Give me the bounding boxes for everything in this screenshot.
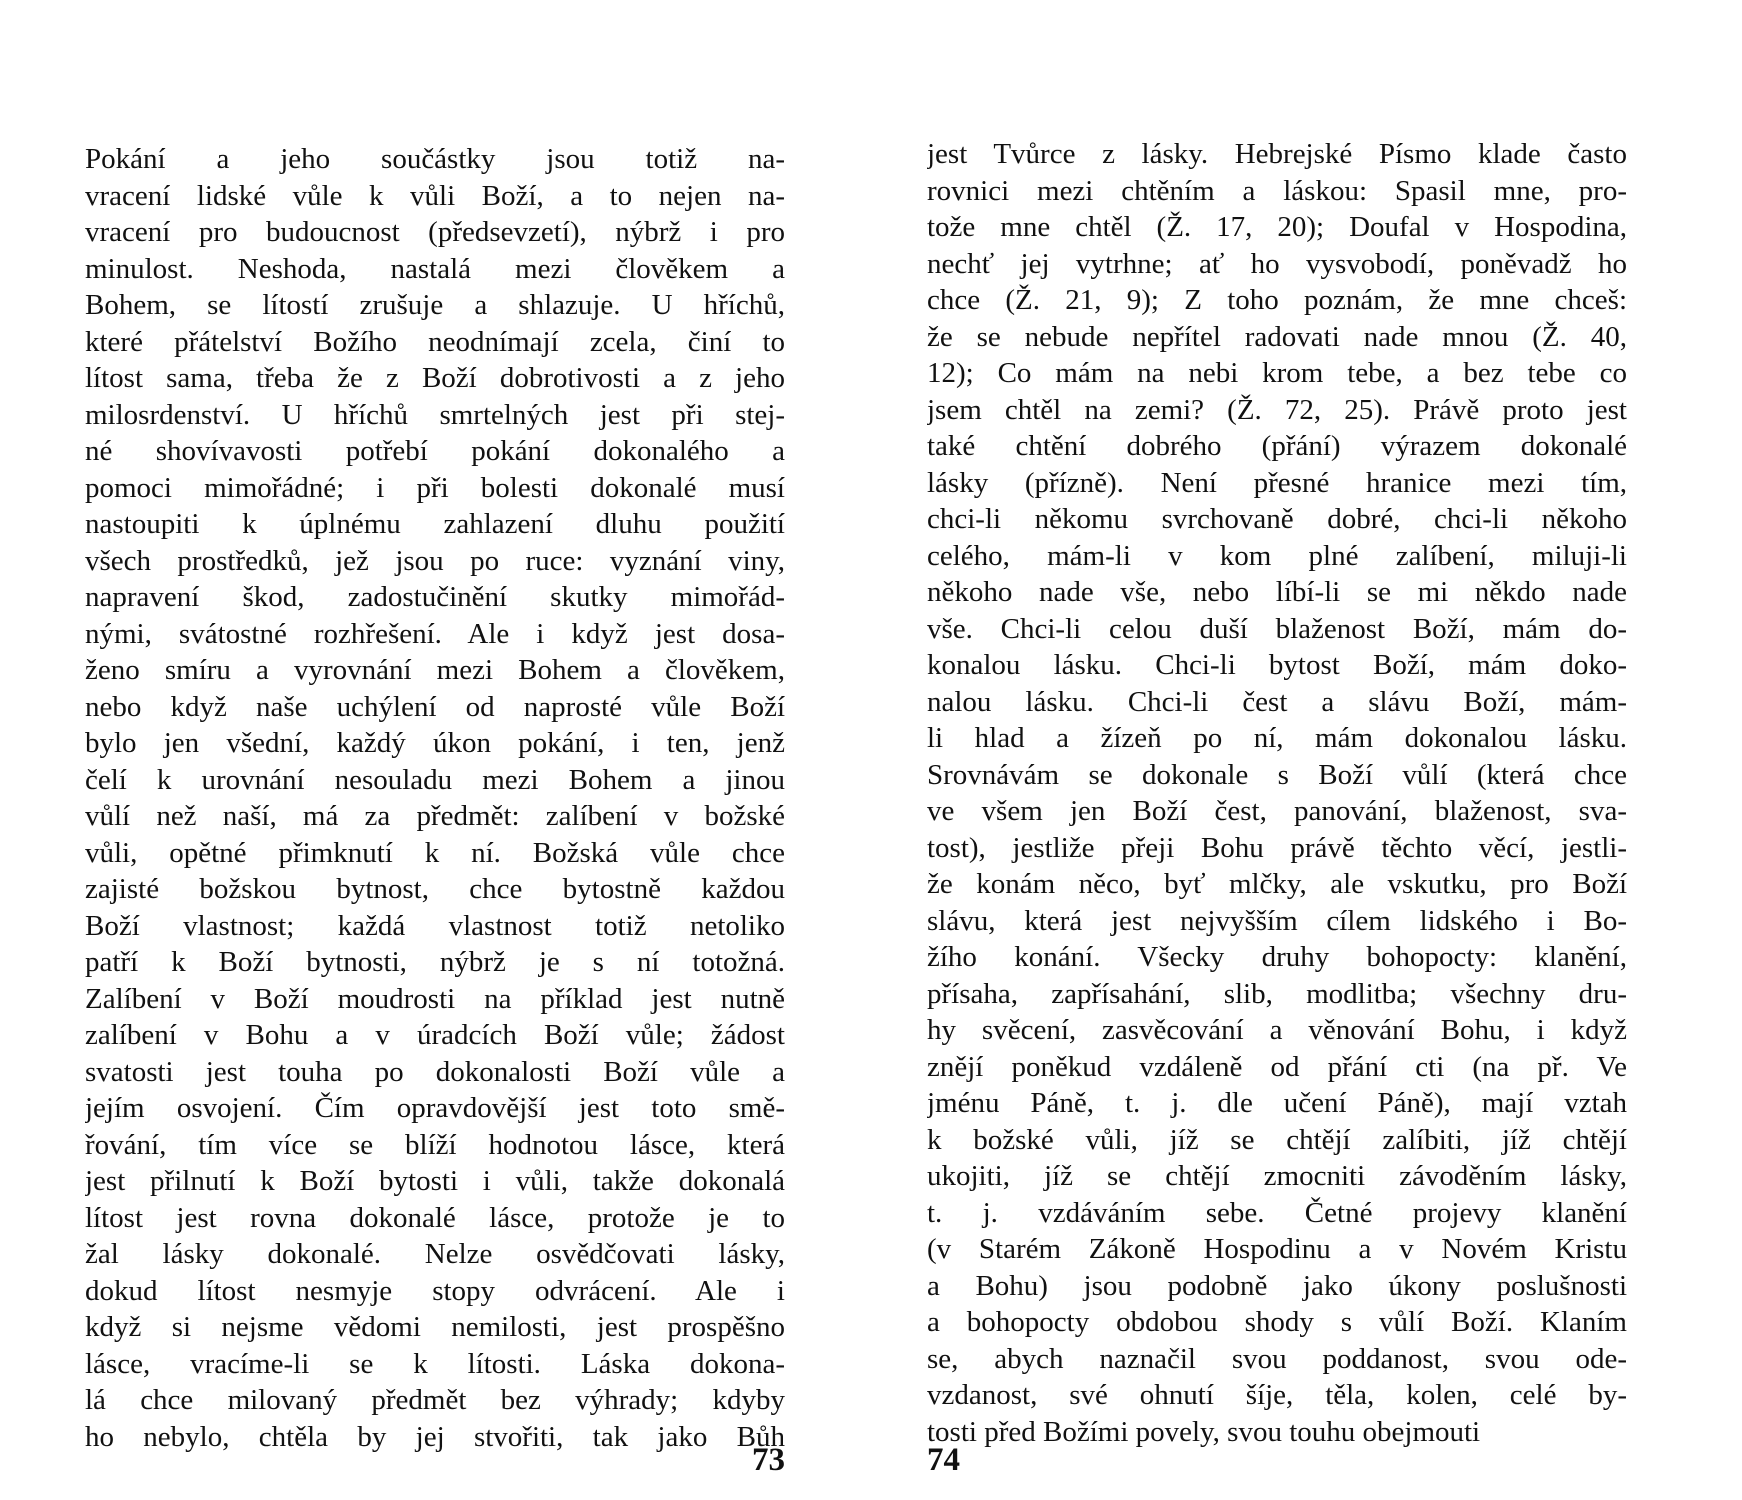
text-line: né shovívavosti potřebí pokání dokonalého a (85, 435, 785, 467)
text-line: lásky (přízně). Není přesné hranice mezi tím, (927, 466, 1627, 499)
text-line: tože mne chtěl (Ž. 17, 20); Doufal v Hospodina, (927, 211, 1627, 243)
text-line: Pokání a jeho součástky jsou totiž na- (85, 143, 785, 175)
text-line: nalou lásku. Chci-li čest a slávu Boží, mám- (927, 685, 1627, 718)
text-line: Srovnávám se dokonale s Boží vůlí (která chce (927, 758, 1627, 791)
text-line: jsem chtěl na zemi? (Ž. 72, 25). Právě proto jest (927, 393, 1627, 426)
text-line: žal lásky dokonalé. Nelze osvědčovati lásky, (85, 1238, 785, 1270)
text-line: přísaha, zapřísahání, slib, modlitba; všechny dru- (927, 977, 1627, 1010)
text-line: Bohem, se lítostí zrušuje a shlazuje. U hříchů, (85, 289, 785, 321)
text-line: vůlí než naší, má za předmět: zalíbení v božské (85, 800, 785, 832)
text-line: lítost jest rovna dokonalé lásce, protože je to (85, 1201, 785, 1234)
text-line: ho nebylo, chtěla by jej stvořiti, tak jako Bůh (85, 1420, 785, 1453)
text-line: když si nejsme vědomi nemilosti, jest prospěšno (85, 1311, 785, 1343)
text-line: nastoupiti k úplnému zahlazení dluhu použití (85, 508, 785, 540)
text-line: lá chce milovaný předmět bez výhrady; kdyby (85, 1384, 785, 1416)
text-line: a bohopocty obdobou shody s vůlí Boží. Klaním (927, 1306, 1627, 1338)
text-line: (v Starém Zákoně Hospodinu a v Novém Kristu (927, 1233, 1627, 1265)
text-line: Boží vlastnost; každá vlastnost totiž netoliko (85, 909, 785, 942)
text-line: řování, tím více se blíží hodnotou lásce, která (85, 1128, 785, 1161)
text-line: jejím osvojení. Čím opravdovější jest toto smě- (85, 1092, 785, 1124)
text-line: tost), jestliže přeji Bohu právě těchto věcí, jestli- (927, 831, 1627, 864)
text-line: že konám něco, byť mlčky, ale vskutku, pro Boží (927, 868, 1627, 900)
text-line: ukojiti, jíž se chtějí zmocniti závoděním lásky, (927, 1160, 1627, 1192)
text-line: lítost sama, třeba že z Boží dobrotivosti a z jeho (85, 362, 785, 394)
text-line: jest přilnutí k Boží bytosti i vůli, takže dokonalá (85, 1165, 785, 1197)
text-line: vzdanost, své ohnutí šíje, těla, kolen, celé by- (927, 1379, 1627, 1411)
text-line: někoho nade vše, nebo líbí-li se mi někdo nade (927, 576, 1627, 608)
text-line: se, abych naznačil svou poddanost, svou ode- (927, 1342, 1627, 1375)
text-line: znějí poněkud vzdáleně od přání cti (na př. Ve (927, 1050, 1627, 1083)
text-line: že se nebude nepřítel radovati nade mnou (Ž. 40, (927, 320, 1627, 353)
text-line: svatosti jest touha po dokonalosti Boží vůle a (85, 1055, 785, 1088)
text-line: nechť jej vytrhne; ať ho vysvobodí, poněvadž ho (927, 247, 1627, 280)
page-number: 73 (752, 1442, 785, 1478)
text-line: pomoci mimořádné; i při bolesti dokonalé musí (85, 471, 785, 504)
text-line: žího konání. Všecky druhy bohopocty: klanění, (927, 941, 1627, 973)
text-line: slávu, která jest nejvyšším cílem lidského i Bo- (927, 904, 1627, 937)
text-line: milosrdenství. U hříchů smrtelných jest při stej- (85, 398, 785, 431)
text-line: nebo když naše uchýlení od naprosté vůle Boží (85, 690, 785, 723)
text-line: ženo smíru a vyrovnání mezi Bohem a člověkem, (85, 654, 785, 686)
text-line: ve všem jen Boží čest, panování, blaženost, sva- (927, 795, 1627, 827)
text-line: nými, svátostné rozhřešení. Ale i když jest dosa- (85, 617, 785, 650)
text-line: vracení lidské vůle k vůli Boží, a to nejen na- (85, 179, 785, 212)
text-line: minulost. Neshoda, nastalá mezi člověkem a (85, 252, 785, 285)
text-line: Zalíbení v Boží moudrosti na příklad jest nutně (85, 982, 785, 1015)
text-line: lásce, vracíme-li se k lítosti. Láska dokona- (85, 1347, 785, 1380)
right-page-text (927, 136, 1627, 1450)
text-line: hy svěcení, zasvěcování a věnování Bohu, i když (927, 1014, 1627, 1046)
text-line: a Bohu) jsou podobně jako úkony poslušnosti (927, 1269, 1627, 1302)
text-line: vůli, opětné přimknutí k ní. Božská vůle chce (85, 836, 785, 869)
text-line: konalou lásku. Chci-li bytost Boží, mám doko- (927, 649, 1627, 681)
text-line: t. j. vzdáváním sebe. Četné projevy klanění (927, 1196, 1627, 1229)
text-line: chce (Ž. 21, 9); Z toho poznám, že mne chceš: (927, 284, 1627, 316)
text-line: čelí k urovnání nesouladu mezi Bohem a jinou (85, 763, 785, 796)
text-line: rovnici mezi chtěním a láskou: Spasil mne, pro- (927, 174, 1627, 207)
text-line: tosti před Božími povely, svou touhu obejmouti (927, 1415, 1481, 1448)
left-page (85, 0, 785, 1500)
text-line: chci-li někomu svrchovaně dobré, chci-li někoho (927, 503, 1627, 535)
text-line: 12); Co mám na nebi krom tebe, a bez tebe co (927, 357, 1627, 389)
text-line: zajisté božskou bytnost, chce bytostně každou (85, 873, 785, 905)
text-line: napravení škod, zadostučinění skutky mimořád- (85, 581, 785, 613)
text-line: všech prostředků, jež jsou po ruce: vyznání viny, (85, 544, 785, 577)
text-line: které přátelství Božího neodnímají zcela, činí to (85, 325, 785, 358)
text-line: bylo jen všední, každý úkon pokání, i ten, jenž (85, 727, 785, 759)
text-line: vše. Chci-li celou duší blaženost Boží, mám do- (927, 612, 1627, 645)
text-line: jest Tvůrce z lásky. Hebrejské Písmo klade často (927, 138, 1627, 170)
text-line: li hlad a žízeň po ní, mám dokonalou lásku. (927, 722, 1627, 754)
text-line: celého, mám-li v kom plné zalíbení, miluji-li (927, 539, 1627, 572)
right-page (927, 0, 1627, 1500)
text-line: k božské vůli, jíž se chtějí zalíbiti, jíž chtějí (927, 1123, 1627, 1156)
text-line: dokud lítost nesmyje stopy odvrácení. Ale i (85, 1274, 785, 1307)
text-line: vracení pro budoucnost (předsevzetí), nýbrž i pro (85, 216, 785, 248)
text-line: také chtění dobrého (přání) výrazem dokonalé (927, 430, 1627, 462)
text-line: jménu Páně, t. j. dle učení Páně), mají vztah (927, 1087, 1627, 1119)
left-page-text (85, 141, 785, 1455)
page-number: 74 (927, 1442, 960, 1478)
text-line: patří k Boží bytnosti, nýbrž je s ní totožná. (85, 946, 785, 978)
text-line: zalíbení v Bohu a v úradcích Boží vůle; žádost (85, 1019, 785, 1051)
